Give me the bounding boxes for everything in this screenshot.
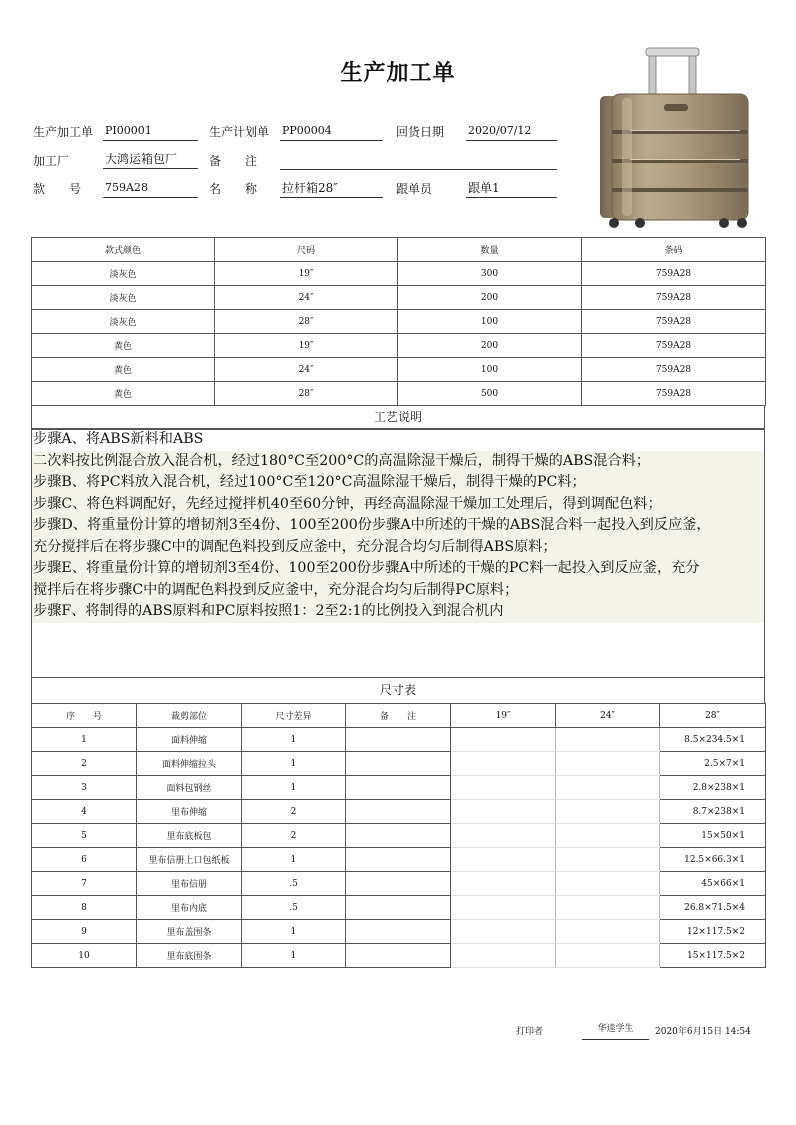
- column-header-24: 24″: [556, 704, 660, 728]
- color-cell: 淡灰色: [32, 310, 215, 334]
- product-name-value: 拉杆箱28″: [280, 180, 383, 198]
- size-diff-cell: 1: [242, 728, 346, 752]
- table-row: [32, 728, 766, 752]
- quantity-cell: 500: [398, 382, 582, 406]
- plan-number-value: PP00004: [280, 123, 383, 141]
- remark-cell: [346, 896, 451, 920]
- dimension-table-header: [32, 704, 766, 728]
- size-24-cell: [556, 896, 660, 920]
- size-28-cell: 8.5×234.5×1: [660, 728, 766, 752]
- size-19-cell: [451, 824, 556, 848]
- size-19-cell: [451, 896, 556, 920]
- process-section-header: [31, 405, 765, 430]
- product-name-label: 名 称: [209, 182, 258, 196]
- barcode-cell: 759A28: [582, 382, 766, 406]
- cut-part-cell: 里布盖围条: [137, 920, 242, 944]
- size-19-cell: [451, 848, 556, 872]
- column-header-size: 尺码: [215, 238, 398, 262]
- process-line: 步骤D、将重量份计算的增韧剂3至4份、100至200份步骤A中所述的干燥的ABS混合料一起投入到反应釜，: [32, 515, 764, 537]
- page-title: 生产加工单: [340, 60, 456, 86]
- size-28-cell: 26.8×71.5×4: [660, 896, 766, 920]
- merchandiser-value: 跟单1: [466, 180, 557, 198]
- remark-cell: [346, 848, 451, 872]
- order-number-label: 生产加工单: [33, 125, 94, 139]
- size-24-cell: [556, 800, 660, 824]
- size-cell: 28″: [215, 382, 398, 406]
- table-row: [32, 262, 766, 286]
- table-row: [32, 824, 766, 848]
- size-28-cell: 8.7×238×1: [660, 800, 766, 824]
- index-cell: 6: [32, 848, 137, 872]
- note-value: [280, 152, 557, 170]
- size-diff-cell: 2: [242, 824, 346, 848]
- size-19-cell: [451, 752, 556, 776]
- suitcase-photo: [596, 46, 754, 230]
- index-cell: 1: [32, 728, 137, 752]
- remark-cell: [346, 776, 451, 800]
- table-row: [32, 872, 766, 896]
- size-24-cell: [556, 920, 660, 944]
- table-row: [32, 310, 766, 334]
- size-diff-cell: .5: [242, 872, 346, 896]
- quantity-cell: 200: [398, 334, 582, 358]
- size-24-cell: [556, 848, 660, 872]
- process-heading: 工艺说明: [32, 405, 764, 429]
- merchandiser-label: 跟单员: [396, 182, 433, 196]
- factory-value: 大鸿运箱包厂: [103, 151, 198, 169]
- printer-label: 打印者: [516, 1027, 544, 1037]
- cut-part-cell: 里布底板包: [137, 824, 242, 848]
- dimension-table: [31, 703, 766, 968]
- index-cell: 8: [32, 896, 137, 920]
- table-row: [32, 800, 766, 824]
- remark-cell: [346, 872, 451, 896]
- process-line: 步骤B、将PC料放入混合机，经过100°C至120°C高温除湿干燥后，制得干燥的PC料；: [32, 472, 764, 494]
- barcode-cell: 759A28: [582, 286, 766, 310]
- return-date-value: 2020/07/12: [466, 123, 557, 141]
- color-cell: 淡灰色: [32, 286, 215, 310]
- size-28-cell: 15×50×1: [660, 824, 766, 848]
- process-line: 二次料按比例混合放入混合机，经过180°C至200°C的高温除湿干燥后，制得干燥的ABS混合料；: [32, 451, 764, 473]
- process-line: 步骤F、将制得的ABS原料和PC原料按照1：2至2:1的比例投入到混合机内: [32, 601, 764, 623]
- remark-cell: [346, 752, 451, 776]
- size-cell: 24″: [215, 358, 398, 382]
- quantity-cell: 100: [398, 358, 582, 382]
- cut-part-cell: 面料伸缩: [137, 728, 242, 752]
- return-date-label: 回货日期: [396, 125, 445, 139]
- table-row: [32, 334, 766, 358]
- column-header-cut-part: 裁剪部位: [137, 704, 242, 728]
- table-row: [32, 848, 766, 872]
- cut-part-cell: 里布信册: [137, 872, 242, 896]
- size-19-cell: [451, 872, 556, 896]
- color-cell: 淡灰色: [32, 262, 215, 286]
- barcode-cell: 759A28: [582, 358, 766, 382]
- index-cell: 3: [32, 776, 137, 800]
- size-diff-cell: 1: [242, 944, 346, 968]
- size-19-cell: [451, 920, 556, 944]
- style-number-label: 款 号: [33, 182, 82, 196]
- size-19-cell: [451, 728, 556, 752]
- process-line: 步骤A、将ABS新料和ABS: [33, 431, 204, 447]
- remark-cell: [346, 728, 451, 752]
- index-cell: 4: [32, 800, 137, 824]
- size-diff-cell: 1: [242, 752, 346, 776]
- plan-number-label: 生产计划单: [209, 125, 270, 139]
- column-header-28: 28″: [660, 704, 766, 728]
- process-text: [31, 429, 765, 678]
- process-line: 步骤E、将重量份计算的增韧剂3至4份、100至200份步骤A中所述的干燥的PC料一起投入到反应釜，充分: [32, 558, 764, 580]
- size-cell: 28″: [215, 310, 398, 334]
- table-row: [32, 944, 766, 968]
- size-24-cell: [556, 728, 660, 752]
- cut-part-cell: 里布底围条: [137, 944, 242, 968]
- size-diff-cell: 1: [242, 920, 346, 944]
- size-19-cell: [451, 776, 556, 800]
- size-24-cell: [556, 824, 660, 848]
- column-header-barcode: 条码: [582, 238, 766, 262]
- size-28-cell: 45×66×1: [660, 872, 766, 896]
- cut-part-cell: 里布伸缩: [137, 800, 242, 824]
- size-cell: 19″: [215, 334, 398, 358]
- remark-cell: [346, 920, 451, 944]
- barcode-cell: 759A28: [582, 262, 766, 286]
- size-28-cell: 12×117.5×2: [660, 920, 766, 944]
- table-row: [32, 752, 766, 776]
- cut-part-cell: 里布信册上口包纸板: [137, 848, 242, 872]
- note-label: 备 注: [209, 154, 258, 168]
- size-cell: 24″: [215, 286, 398, 310]
- color-cell: 黄色: [32, 358, 215, 382]
- process-line: 搅拌后在将步骤C中的调配色料投到反应釜中，充分混合均匀后制得PC原料；: [32, 580, 764, 602]
- order-number-value: PI00001: [103, 123, 198, 141]
- style-number-value: 759A28: [103, 180, 198, 198]
- color-cell: 黄色: [32, 334, 215, 358]
- size-28-cell: 2.8×238×1: [660, 776, 766, 800]
- quantity-cell: 300: [398, 262, 582, 286]
- size-19-cell: [451, 800, 556, 824]
- table-row: [32, 896, 766, 920]
- size-28-cell: 2.5×7×1: [660, 752, 766, 776]
- size-24-cell: [556, 944, 660, 968]
- table-row: [32, 286, 766, 310]
- size-28-cell: 15×117.5×2: [660, 944, 766, 968]
- cut-part-cell: 面料伸缩拉头: [137, 752, 242, 776]
- quantity-cell: 100: [398, 310, 582, 334]
- size-diff-cell: 1: [242, 776, 346, 800]
- column-header-index: 序 号: [32, 704, 137, 728]
- print-datetime: 2020年6月15日 14:54: [655, 1027, 751, 1037]
- column-header-19: 19″: [451, 704, 556, 728]
- barcode-cell: 759A28: [582, 310, 766, 334]
- size-diff-cell: .5: [242, 896, 346, 920]
- size-19-cell: [451, 944, 556, 968]
- column-header-color: 款式颜色: [32, 238, 215, 262]
- size-24-cell: [556, 752, 660, 776]
- color-cell: 黄色: [32, 382, 215, 406]
- index-cell: 7: [32, 872, 137, 896]
- cut-part-cell: 里布内底: [137, 896, 242, 920]
- table-row: [32, 382, 766, 406]
- size-24-cell: [556, 872, 660, 896]
- size-diff-cell: 2: [242, 800, 346, 824]
- index-cell: 5: [32, 824, 137, 848]
- cut-part-cell: 面料包钢丝: [137, 776, 242, 800]
- remark-cell: [346, 824, 451, 848]
- index-cell: 10: [32, 944, 137, 968]
- column-header-quantity: 数量: [398, 238, 582, 262]
- table-row: [32, 776, 766, 800]
- process-line: 步骤C、将色料调配好，先经过搅拌机40至60分钟，再经高温除湿干燥加工处理后，得到调配色料；: [32, 494, 764, 516]
- column-header-remark: 备 注: [346, 704, 451, 728]
- process-line: 充分搅拌后在将步骤C中的调配色料投到反应釜中，充分混合均匀后制得ABS原料；: [32, 537, 764, 559]
- remark-cell: [346, 800, 451, 824]
- dimension-section-header: [31, 678, 765, 704]
- sizes-table: [31, 237, 766, 406]
- printer-value: 华逵学生: [582, 1022, 649, 1040]
- size-28-cell: 12.5×66.3×1: [660, 848, 766, 872]
- index-cell: 9: [32, 920, 137, 944]
- index-cell: 2: [32, 752, 137, 776]
- barcode-cell: 759A28: [582, 334, 766, 358]
- table-row: [32, 358, 766, 382]
- table-row: [32, 920, 766, 944]
- quantity-cell: 200: [398, 286, 582, 310]
- size-diff-cell: 1: [242, 848, 346, 872]
- column-header-size-diff: 尺寸差异: [242, 704, 346, 728]
- dimension-heading: 尺寸表: [379, 683, 416, 697]
- size-24-cell: [556, 776, 660, 800]
- size-cell: 19″: [215, 262, 398, 286]
- factory-label: 加工厂: [33, 154, 70, 168]
- remark-cell: [346, 944, 451, 968]
- sizes-table-header: [32, 238, 766, 262]
